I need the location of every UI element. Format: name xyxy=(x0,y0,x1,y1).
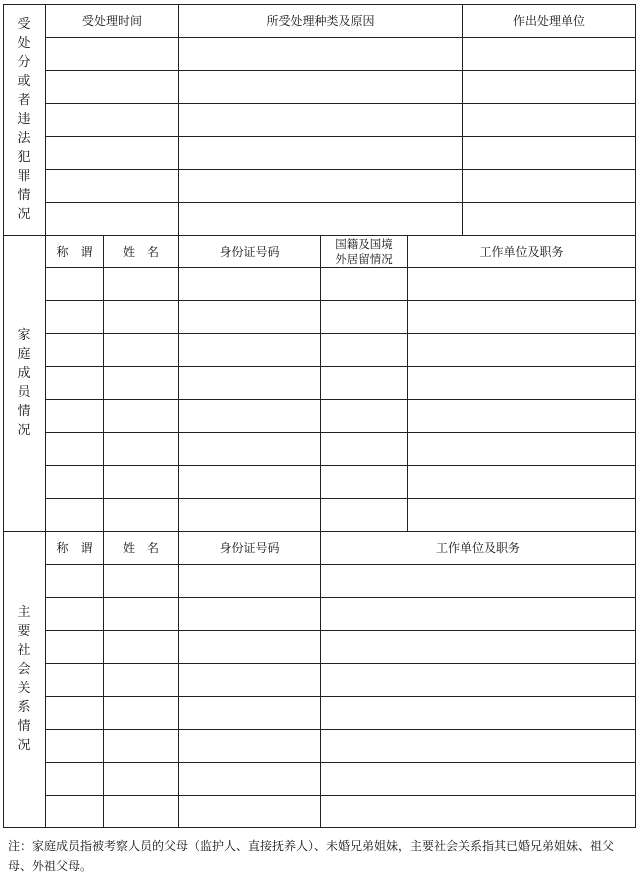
border-left xyxy=(3,4,4,828)
s1-row-line xyxy=(45,202,636,203)
label-column-divider xyxy=(45,4,46,828)
s2-col-divider-4 xyxy=(407,235,408,532)
s3-col-divider-3 xyxy=(320,531,321,828)
s1-row-line xyxy=(45,37,636,38)
section1-label: 受 处 分 或 者 违 法 犯 罪 情 况 xyxy=(17,17,31,222)
s2-col-divider-3 xyxy=(320,235,321,532)
s3-col-divider-2 xyxy=(178,531,179,828)
s2-col-divider-1 xyxy=(103,235,104,532)
s3-header-work-unit: 工作单位及职务 xyxy=(435,541,520,555)
s1-header-type-reason: 所受处理种类及原因 xyxy=(266,14,375,28)
s2-row-line xyxy=(45,300,636,301)
s1-row-line xyxy=(45,136,636,137)
s3-row-line xyxy=(45,729,636,730)
s2-row-line xyxy=(45,366,636,367)
s2-col-divider-2 xyxy=(178,235,179,532)
s3-row-line xyxy=(45,663,636,664)
section2-label: 家 庭 成 员 情 况 xyxy=(17,328,31,438)
s2-row-line xyxy=(45,399,636,400)
s2-header-nationality-1: 国籍及国境 xyxy=(335,237,393,251)
section3-label: 主 要 社 会 关 系 情 况 xyxy=(17,605,31,753)
s1-row-line xyxy=(45,70,636,71)
s3-col-divider-1 xyxy=(103,531,104,828)
s1-row-line xyxy=(45,103,636,104)
border-top xyxy=(3,4,636,5)
s3-row-line xyxy=(45,762,636,763)
s3-row-line xyxy=(45,795,636,796)
s2-header-work-unit: 工作单位及职务 xyxy=(479,245,564,259)
border-right xyxy=(635,4,636,828)
s1-row-line xyxy=(45,169,636,170)
s2-header-id-number: 身份证号码 xyxy=(219,245,280,259)
s3-row-line xyxy=(45,696,636,697)
footnote: 注：家庭成员指被考察人员的父母（监护人、直接抚养人）、未婚兄弟姐妹，主要社会关系指其已婚兄弟姐妹、祖父母、外祖父母。 xyxy=(8,839,615,873)
s3-header-name: 姓 名 xyxy=(122,541,159,555)
s2-row-line xyxy=(45,498,636,499)
s3-header-id-number: 身份证号码 xyxy=(219,541,280,555)
s2-row-line xyxy=(45,333,636,334)
s2-row-line xyxy=(45,465,636,466)
s1-header-time: 受处理时间 xyxy=(81,14,142,28)
s3-row-line xyxy=(45,630,636,631)
s2-header-relation: 称 谓 xyxy=(56,245,93,259)
s3-header-relation: 称 谓 xyxy=(56,541,93,555)
s3-row-line xyxy=(45,564,636,565)
s2-row-line xyxy=(45,432,636,433)
s2-header-nationality-2: 外居留情况 xyxy=(335,252,393,266)
s3-row-line xyxy=(45,597,636,598)
s2-header-name: 姓 名 xyxy=(122,245,159,259)
s1-header-unit: 作出处理单位 xyxy=(512,14,585,28)
s2-row-line xyxy=(45,267,636,268)
